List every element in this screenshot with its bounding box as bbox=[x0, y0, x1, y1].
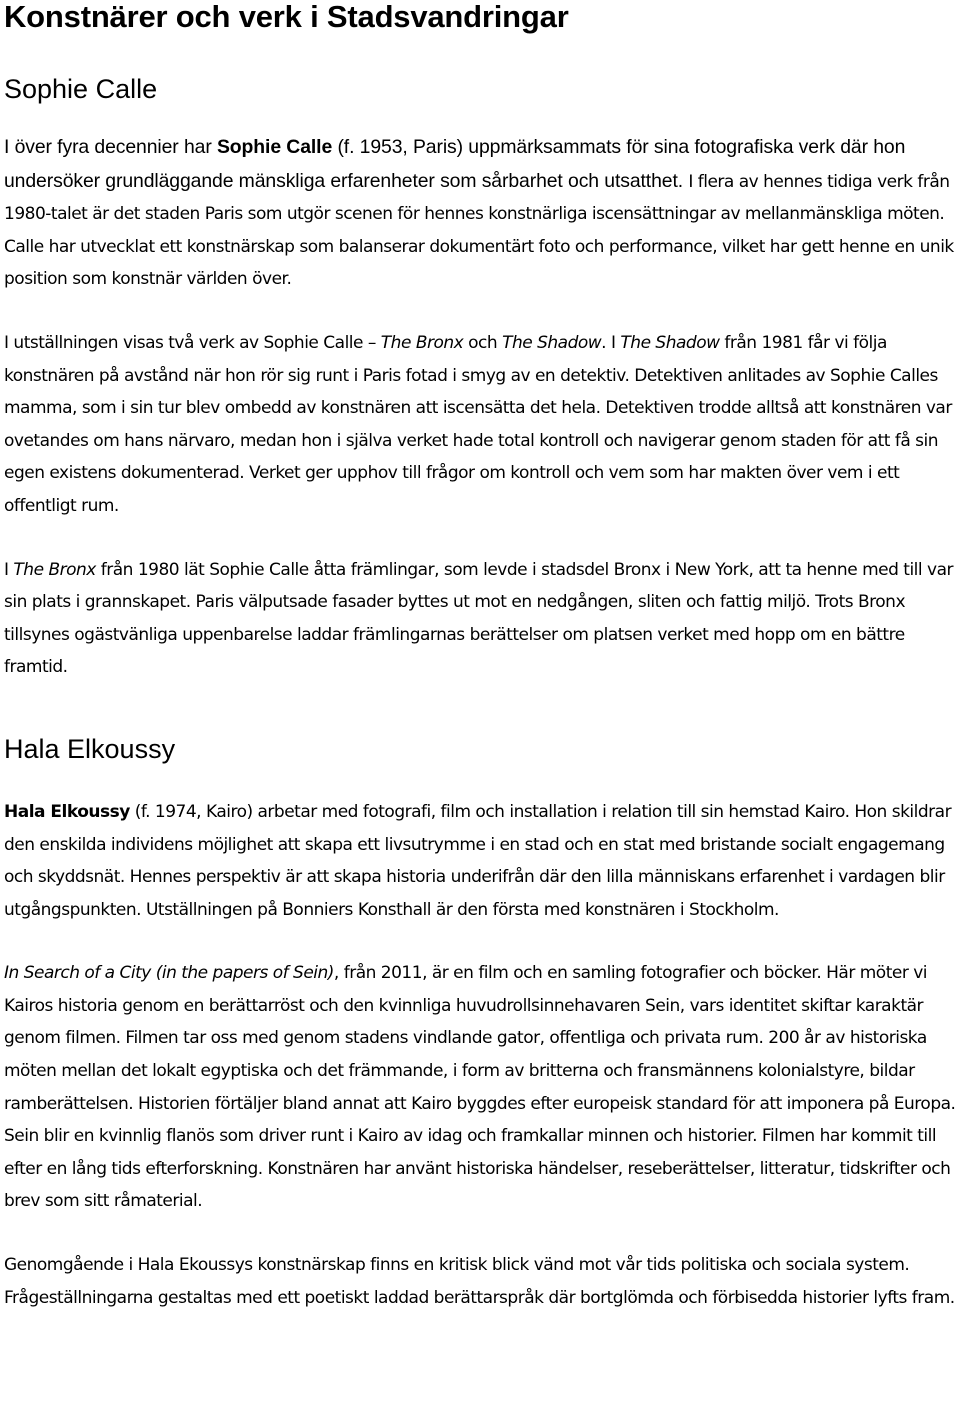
paragraph-calle-intro bbox=[4, 131, 956, 296]
section-heading-hala-elkoussy: Hala Elkoussy bbox=[4, 733, 176, 764]
paragraph-elkoussy-summary-text-0: Genomgående i Hala Ekoussys konstnärskap finns en kritisk blick vänd mot vår tids politiska och sociala system. Frågeställningarna gestaltas med ett poetiskt laddad berättarspråk där bortglömda och förbisedda historier lyfts fram. bbox=[4, 1255, 955, 1308]
paragraph-calle-bronx-text-0: I bbox=[4, 559, 14, 580]
work-title-the-shadow: The Shadow bbox=[502, 332, 602, 353]
paragraph-elkoussy-work-text-0: , från 2011, är en film och en samling fotografier och böcker. Här möter vi Kairos historia genom en berättarröst och den kvinnliga huvudrollsinnehavaren Sein, vars identitet skiftar karaktär genom filmen. Filmen tar oss med genom stadens vindlande gator, offentliga och privata rum. 200 år av historiska möten mellan det lokalt egyptiska och det främmande, i form av britterna och fransmännens kolonialstyre, bildar ramberättelsen. Historien förtäljer bland annat att Kairo byggdes efter europeisk standard för att imponera på Europa. Sein blir en kvinnlig flanös som driver runt i Kairo av idag och framkallar minnen och historier. Filmen har kommit till efter en lång tids efterforskning. Konstnären har använt historiska händelser, reseberättelser, litteratur, tidskrifter och brev som sitt råmaterial. bbox=[4, 963, 956, 1212]
paragraph-calle-works-text-1: och bbox=[463, 332, 503, 353]
paragraph-calle-intro-text-1: (f. 1953, Paris) uppmärksammats för sina fotografiska verk där hon undersöker grundläggande mänskliga erfarenheter som sårbarhet och utsatthet. bbox=[4, 136, 906, 192]
paragraph-calle-works bbox=[4, 327, 956, 523]
paragraph-elkoussy-work bbox=[4, 957, 956, 1218]
work-title-in-search-of-a-city: In Search of a City (in the papers of Sein) bbox=[4, 963, 334, 984]
paragraph-elkoussy-summary bbox=[4, 1249, 956, 1314]
paragraph-calle-intro-text-0: I över fyra decennier har bbox=[4, 136, 217, 158]
section-heading-sophie-calle: Sophie Calle bbox=[4, 74, 158, 104]
paragraph-calle-intro-text-2: I flera av hennes tidiga verk från 1980-talet är det staden Paris som utgör scenen för hennes konstnärliga iscensättningar av mellanmänskliga möten. Calle har utvecklat ett konstnärskap som balanserar dokumentärt foto och performance, vilket har gett henne en unik position som konstnär världen över. bbox=[4, 171, 954, 290]
artist-name-hala-elkoussy: Hala Elkoussy bbox=[4, 801, 130, 822]
work-title-the-bronx: The Bronx bbox=[380, 332, 464, 353]
page-title: Konstnärer och verk i Stadsvandringar bbox=[4, 0, 569, 34]
artist-name-sophie-calle: Sophie Calle bbox=[216, 136, 333, 158]
work-title-the-bronx-2: The Bronx bbox=[13, 559, 96, 580]
paragraph-calle-works-text-2: . I bbox=[601, 332, 621, 353]
paragraph-elkoussy-intro bbox=[4, 796, 956, 926]
paragraph-calle-works-text-0: I utställningen visas två verk av Sophie Calle – bbox=[4, 332, 381, 353]
work-title-the-shadow-2: The Shadow bbox=[620, 332, 720, 353]
paragraph-calle-bronx bbox=[4, 554, 956, 684]
paragraph-elkoussy-intro-text-0: (f. 1974, Kairo) arbetar med fotografi, film och installation i relation till sin hemstad Kairo. Hon skildrar den enskilda individens möjlighet att skapa ett livsutrymme i en stad och en stat med bristande socialt engagemang och skyddsnät. Hennes perspektiv är att skapa historia underifrån där den lilla människans erfarenhet i vardagen blir utgångspunkten. Utställningen på Bonniers Konsthall är den första med konstnären i Stockholm. bbox=[4, 801, 952, 920]
paragraph-calle-works-text-3: från 1981 får vi följa konstnären på avstånd när hon rör sig runt i Paris fotad i smyg av en detektiv. Detektiven anlitades av Sophie Calles mamma, som i sin tur blev ombedd av konstnären att iscensätta det hela. Detektiven trodde alltså att konstnären var ovetandes om hans närvaro, medan hon i själva verket hade total kontroll och navigerar genom staden för att få sin egen existens dokumenterad. Verket ger upphov till frågor om kontroll och vem som har makten över vem i ett offentligt rum. bbox=[4, 332, 952, 516]
paragraph-calle-bronx-text-1: från 1980 lät Sophie Calle åtta främlingar, som levde i stadsdel Bronx i New York, att ta henne med till var sin plats i grannskapet. Paris välputsade fasader byttes ut mot en nedgången, sliten och fattig miljö. Trots Bronx tillsynes ogästvänliga uppenbarelse laddar främlingarnas berättelser om platsen verket med hopp om en bättre framtid. bbox=[4, 559, 953, 678]
